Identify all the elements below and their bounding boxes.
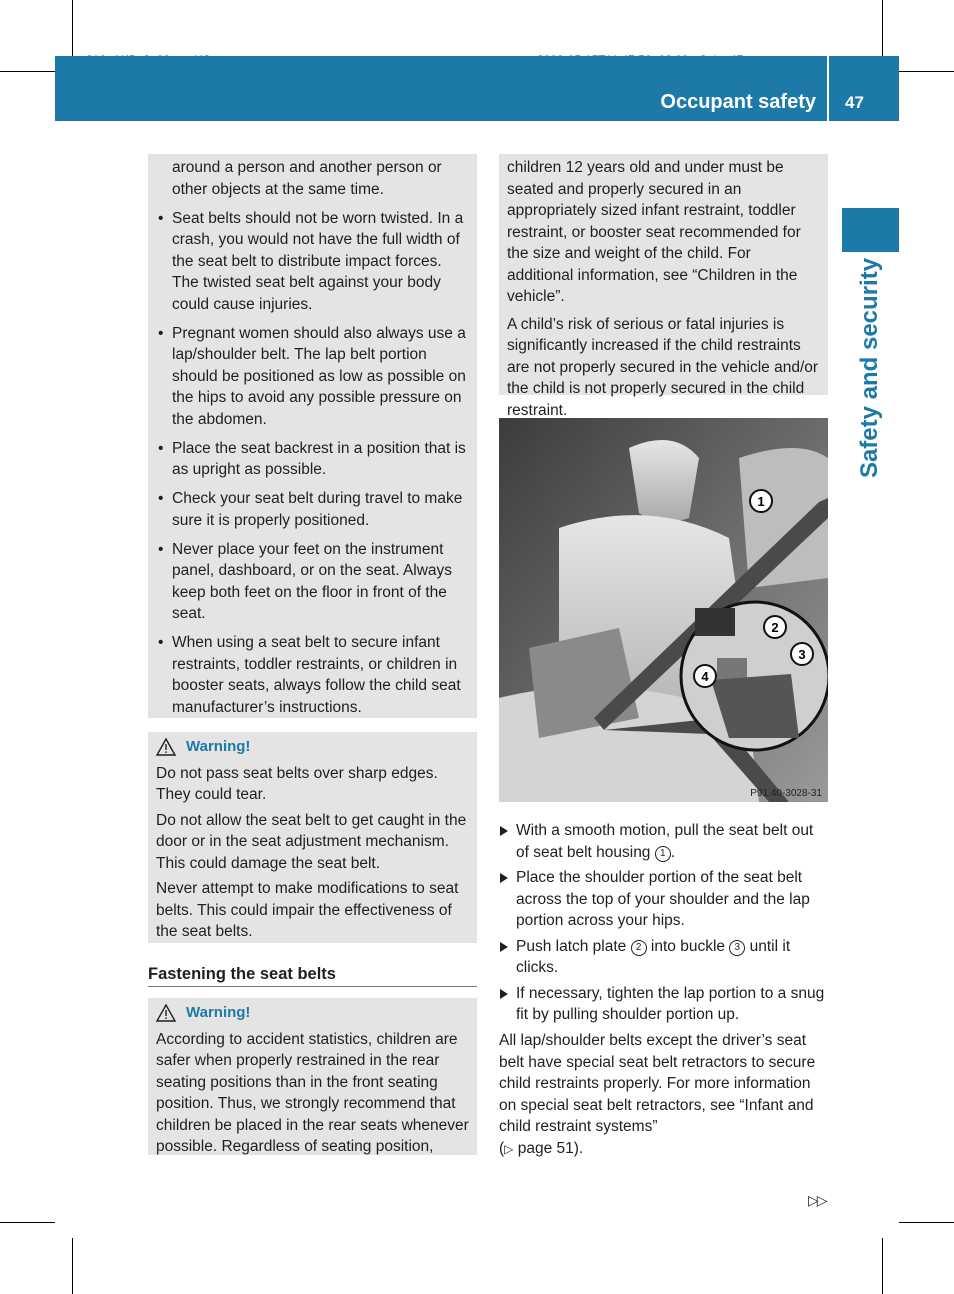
child-info-box bbox=[499, 154, 828, 419]
bullet-box bbox=[148, 154, 477, 718]
warning-box-2 bbox=[148, 998, 477, 1155]
bullet-text: Pregnant women should also always use a lap/shoulder belt. The lap belt portion should be positioned as low as possible on the hips to avoid any possible pressure on the abdomen. bbox=[172, 324, 466, 428]
warning-header-2 bbox=[156, 1002, 469, 1024]
callout-1 bbox=[750, 490, 772, 512]
svg-text:4: 4 bbox=[701, 669, 709, 684]
svg-text:2: 2 bbox=[771, 620, 779, 635]
bullet-dot: • bbox=[158, 490, 164, 507]
crop-mark bbox=[72, 1238, 73, 1294]
step-arrow-icon bbox=[500, 873, 508, 883]
continue-arrows: ▷▷ bbox=[808, 1192, 826, 1208]
crop-mark bbox=[72, 0, 73, 56]
warning-triangle-icon bbox=[156, 1004, 176, 1022]
warning-paragraph: Never attempt to make modifications to seat belts. This could impair the effectiveness of the seat belts. bbox=[156, 880, 459, 940]
crop-mark bbox=[0, 1222, 55, 1223]
bullet-dot: • bbox=[158, 324, 164, 342]
section-heading: Fastening the seat belts bbox=[148, 965, 477, 987]
step-text: into buckle bbox=[646, 937, 730, 955]
bullet-text: When using a seat belt to secure infant restraints, toddler restraints, or children in booster seats, always follow the child seat manufacturer’s instructions. bbox=[172, 634, 461, 716]
bullet-item bbox=[156, 632, 469, 718]
child-info-text bbox=[507, 157, 820, 421]
header-bar bbox=[55, 56, 899, 121]
bullet-dot: • bbox=[158, 209, 164, 227]
step-text: With a smooth motion, pull the seat belt out of seat belt housing bbox=[516, 822, 814, 861]
svg-text:1: 1 bbox=[757, 494, 765, 509]
callout-3 bbox=[791, 643, 813, 665]
child-info-paragraph: children 12 years old and under must be seated and properly secured in an appropriately sized infant restraint, toddler restraint, or booster seat recommended for the size and weight of the child. For additional information, see “Children in the vehicle”. bbox=[507, 159, 801, 305]
child-info-paragraph: A child’s risk of serious or fatal injuries is significantly increased if the child restraints are not properly secured in the vehicle and/or the child is not properly secured in the child restraint. bbox=[507, 315, 819, 419]
bullet-item bbox=[156, 208, 469, 316]
crop-mark bbox=[899, 71, 954, 72]
warning-label: Warning! bbox=[186, 738, 251, 755]
closing-text: All lap/shoulder belts except the driver’s seat belt have special seat belt retractors to secure child restraints properly. For more information on special seat belt retractors, see “Infant and child restraint systems” bbox=[499, 1032, 816, 1135]
bullet-dot: • bbox=[158, 634, 164, 651]
step-text: Place the shoulder portion of the seat belt across the top of your shoulder and the lap portion across your hips. bbox=[516, 869, 810, 929]
bullet-dot: • bbox=[158, 439, 164, 457]
step-callout-ref: 1 bbox=[655, 846, 671, 862]
step-callout-ref: 2 bbox=[631, 940, 647, 956]
step-item bbox=[499, 820, 830, 863]
warning-box bbox=[148, 732, 477, 943]
step-text: Push latch plate bbox=[516, 937, 631, 955]
closing-paragraph: All lap/shoulder belts except the driver’s seat belt have special seat belt retractors to secure child restraints properly. For more information on special seat belt retractors, see “Infant and child restraint systems” (▷ page 51). bbox=[499, 1032, 816, 1157]
bullet-item bbox=[156, 323, 469, 431]
warning-paragraph: Do not allow the seat belt to get caught in the door or in the seat adjustment mechanism. This could damage the seat belt. bbox=[156, 811, 467, 872]
page-number: 47 bbox=[845, 93, 864, 112]
warning-text-2: According to accident statistics, children are safer when properly restrained in the rear seating positions than in the front seating position. Thus, we strongly recommend that children be placed in the rear seats whenever possible. Regardless of seating position, bbox=[156, 1030, 469, 1155]
crop-mark bbox=[882, 0, 883, 56]
bullet-item bbox=[156, 488, 469, 531]
bullet-item bbox=[156, 539, 469, 625]
bullet-dot: • bbox=[158, 540, 164, 558]
warning-paragraph: Do not pass seat belts over sharp edges. They could tear. bbox=[156, 764, 438, 803]
warning-text bbox=[156, 763, 469, 943]
header-divider bbox=[827, 56, 829, 121]
warning-header bbox=[156, 736, 469, 758]
step-text: If necessary, tighten the lap portion to a snug fit by pulling shoulder portion up. bbox=[516, 984, 825, 1023]
bullet-text: Seat belts should not be worn twisted. In a crash, you would not have the full width of the seat belt to distribute impact forces. The twisted seat belt against your body could cause injuries. bbox=[172, 209, 464, 313]
step-item bbox=[499, 867, 830, 932]
page-title: Occupant safety bbox=[660, 91, 816, 113]
page-ref-link[interactable]: page 51). bbox=[513, 1139, 584, 1157]
crop-mark bbox=[882, 1238, 883, 1294]
svg-text:3: 3 bbox=[798, 647, 806, 662]
step-arrow-icon bbox=[500, 942, 508, 952]
seat-belt-illustration bbox=[499, 418, 828, 802]
callout-2 bbox=[764, 616, 786, 638]
bullet-item bbox=[156, 438, 469, 481]
step-text: until it clicks. bbox=[516, 937, 791, 976]
side-tab-label: Safety and security bbox=[856, 257, 883, 479]
steps-list bbox=[499, 820, 830, 1030]
crop-mark bbox=[899, 1222, 954, 1223]
callout-4 bbox=[694, 665, 716, 687]
warning-triangle-icon bbox=[156, 738, 176, 756]
step-callout-ref: 3 bbox=[729, 940, 745, 956]
bullet-text: Check your seat belt during travel to make sure it is properly positioned. bbox=[172, 490, 463, 529]
step-arrow-icon bbox=[500, 989, 508, 999]
page-ref-arrow: ▷ bbox=[504, 1141, 514, 1156]
crop-mark bbox=[0, 71, 55, 72]
bullet-list bbox=[156, 208, 469, 719]
bullet-text: Place the seat backrest in a position that is as upright as possible. bbox=[172, 439, 466, 478]
step-item bbox=[499, 936, 830, 979]
side-tab-marker bbox=[842, 208, 899, 252]
bullet-text: Never place your feet on the instrument panel, dashboard, or on the seat. Always keep both feet on the floor in front of the seat. bbox=[172, 540, 453, 622]
seat-illustration-svg bbox=[499, 418, 828, 802]
step-item bbox=[499, 983, 830, 1026]
step-arrow-icon bbox=[500, 826, 508, 836]
figure-code: P91.40-3028-31 bbox=[750, 788, 822, 799]
intro-text: around a person and another person or other objects at the same time. bbox=[172, 159, 442, 198]
step-text: . bbox=[670, 843, 676, 861]
warning-label-2: Warning! bbox=[186, 1004, 251, 1021]
